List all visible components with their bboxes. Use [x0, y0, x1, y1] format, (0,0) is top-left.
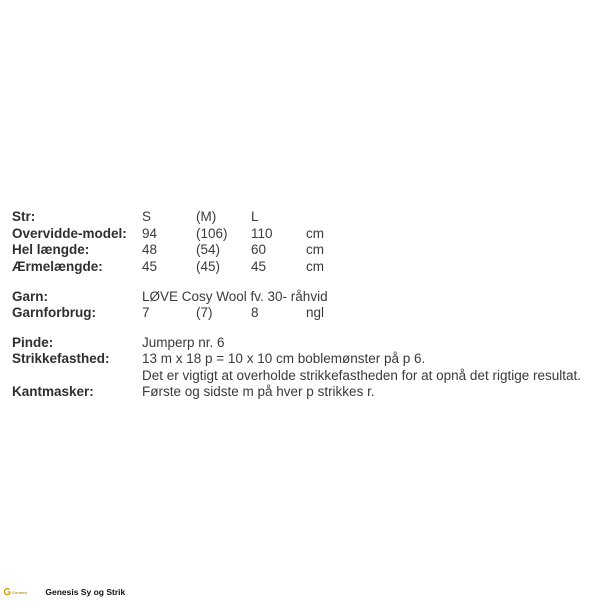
size-m: (M) — [196, 209, 217, 224]
width-l: 110 — [251, 226, 273, 241]
yarn-label: Garn: — [12, 289, 49, 304]
gauge-line2: Det er vigtigt at overholde strikkefastheden for at opnå det rigtige resultat. — [142, 368, 581, 383]
consumption-s: 7 — [142, 305, 150, 320]
consumption-l: 8 — [251, 305, 259, 320]
width-s: 94 — [142, 226, 158, 241]
sleeve-unit: cm — [306, 259, 324, 274]
size-l: L — [251, 209, 259, 224]
sleeve-s: 45 — [142, 259, 158, 274]
footer — [4, 586, 125, 598]
length-s: 48 — [142, 242, 158, 257]
width-label: Overvidde-model: — [12, 226, 127, 241]
genesis-logo — [4, 587, 27, 597]
size-label: Str: — [12, 209, 36, 224]
length-m: (54) — [196, 242, 221, 257]
consumption-unit: ngl — [306, 305, 325, 320]
edge-value: Første og sidste m på hver p strikkes r. — [142, 384, 375, 399]
sleeve-label: Ærmelængde: — [12, 259, 103, 274]
width-unit: cm — [306, 226, 324, 241]
length-unit: cm — [306, 242, 324, 257]
yarn-value: LØVE Cosy Wool fv. 30- råhvid — [142, 289, 328, 304]
consumption-label: Garnforbrug: — [12, 305, 96, 320]
gauge-line1: 13 m x 18 p = 10 x 10 cm boblemønster på p 6. — [142, 351, 426, 366]
width-m: (106) — [196, 226, 228, 241]
brand-name: Genesis Sy og Strik — [45, 587, 126, 597]
length-l: 60 — [251, 242, 267, 257]
edge-label: Kantmasker: — [12, 384, 94, 399]
needles-label: Pinde: — [12, 335, 54, 350]
genesis-logo-icon — [4, 588, 11, 596]
logo-text: Genesis — [12, 589, 28, 595]
sleeve-l: 45 — [251, 259, 267, 274]
sleeve-m: (45) — [196, 259, 221, 274]
length-label: Hel længde: — [12, 242, 90, 257]
size-s: S — [142, 209, 152, 224]
gauge-label: Strikkefasthed: — [12, 351, 110, 366]
consumption-m: (7) — [196, 305, 213, 320]
needles-value: Jumperp nr. 6 — [142, 335, 225, 350]
